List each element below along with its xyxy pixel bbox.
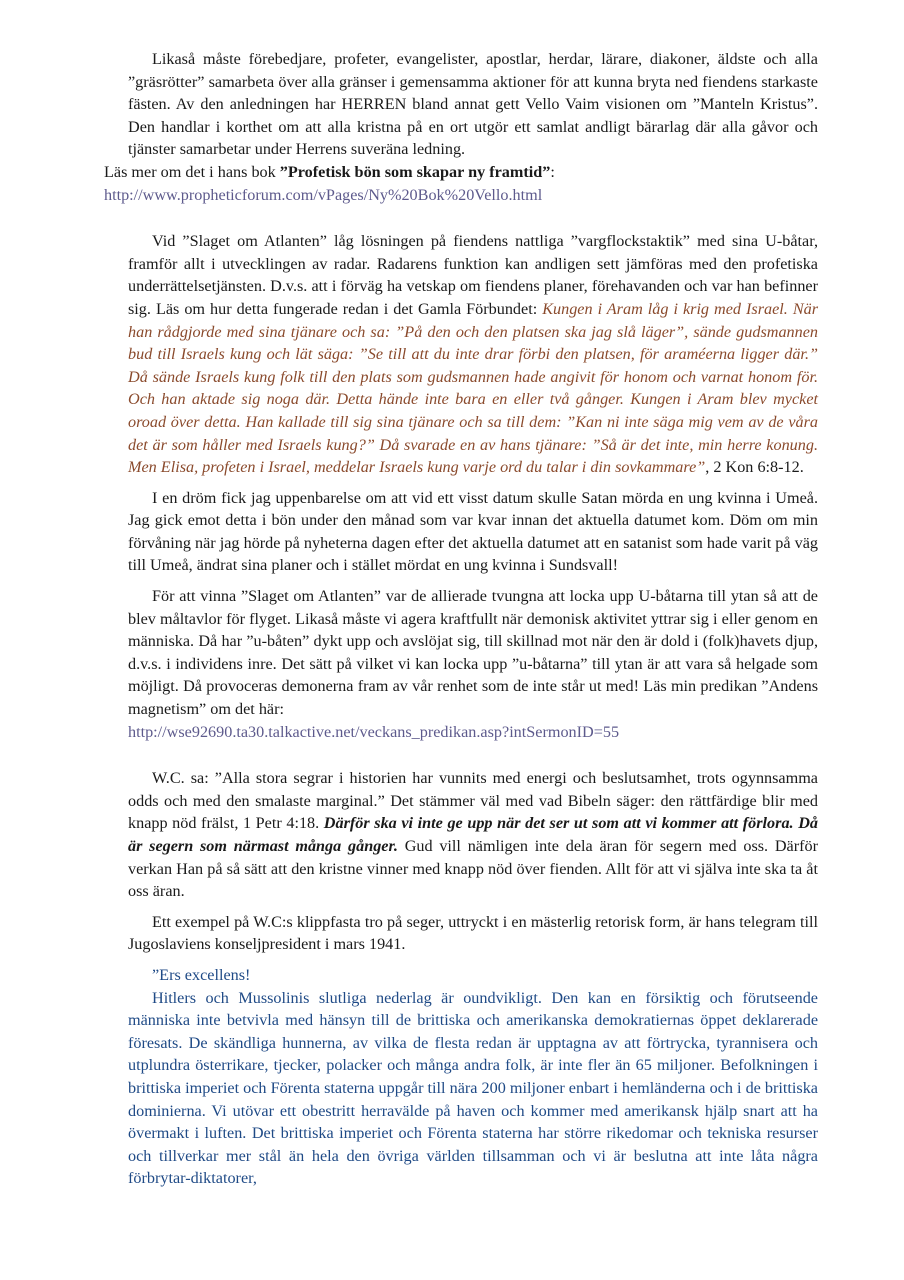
document-page (104, 48, 819, 1190)
sermon-link[interactable]: http://wse92690.ta30.talkactive.net/veckans_predikan.asp?intSermonID=55 (128, 722, 620, 741)
paragraph-telegram-intro (128, 911, 818, 956)
paragraph-wc-text: W.C. sa: ”Alla stora segrar i historien har vunnits med energi och beslutsamhet, trots ogynnsamma odds och med den smalaste marginal.” Det stämmer väl med vad Bibeln säger: den rättfärdige blir med knapp nöd frälst, 1 Petr 4:18. (128, 769, 818, 833)
book-link[interactable]: http://www.propheticforum.com/vPages/Ny%20Bok%20Vello.html (104, 185, 543, 204)
scripture-reference: , 2 Kon 6:8-12. (705, 458, 804, 477)
telegram-salutation: ”Ers excellens! (152, 965, 251, 984)
book-lead: Läs mer om det i hans bok (104, 162, 280, 181)
telegram-body: Hitlers och Mussolinis slutliga nederlag är oundvikligt. Den kan en försiktig och förutseende människa inte betvivla med hänsyn till de brittiska och amerikanska demokratiernas öppet deklarerade föresats. De skändliga hunnerna, av vilka de flesta redan är upptagna av att förtrycka, tyrannisera och utplundra österrikare, tjecker, polacker och många andra folk, är inte fler än 65 miljoner. Befolkningen i brittiska imperiet och Förenta staterna uppgår till nära 200 miljoner enbart i hemländerna och i de brittiska dominierna. Vi utövar ett obestritt herravälde på haven och kommer med amerikansk hjälp snart att ha övermakt i luften. Det brittiska imperiet och Förenta staterna har större rikedomar och tekniska resurser och tillverkar mer stål än hela den övriga världen tillsamman och vi är beslutna att inte låta några förbrytar-diktatorer, (128, 988, 818, 1188)
paragraph-radar-text: Vid ”Slaget om Atlanten” låg lösningen på fiendens nattliga ”vargflockstaktik” med sina U-båtar, framför allt i utvecklingen av radar. Radarens funktion kan andligen sett jämföras med den profetiska underrättelsetjänsten. D.v.s. att i förväg ha vetskap om fiendens planer, förehavanden och var han befinner sig. Läs om hur detta fungerade redan i det Gamla Förbundet: (128, 232, 818, 318)
paragraph-uboats-text: För att vinna ”Slaget om Atlanten” var de allierade tvungna att locka upp U-båtarna till ytan så att de blev måltavlor för flyget. Likaså måste vi agera kraftfullt när demonisk aktivitet yttrar sig i eller genom en människa. Då har ”u-båten” dykt upp och avslöjat sig, till skillnad mot när den är dold i (folk)havets djup, d.v.s. i individens inre. Det sätt på vilket vi kan locka upp ”u-båtarna” till ytan är att vara så helgade som möjligt. Då provoceras demonerna fram av vår renhet som de inte står ut med! Läs min predikan ”Andens magnetism” om det här: (128, 587, 818, 719)
book-colon: : (550, 162, 555, 181)
paragraph-dream-text: I en dröm fick jag uppenbarelse om att vid ett visst datum skulle Satan mörda en ung kvinna i Umeå. Jag gick emot detta i bön under den månad som var kvar innan det aktuella datumet kom. Döm om min förvåning när jag hörde på nyheterna dagen efter det aktuella datumet att en satanist som hade varit på väg till Umeå, ändrat sina planer och i stället mördat en ung kvinna i Sundsvall! (128, 488, 818, 575)
paragraph-wc (128, 767, 818, 903)
paragraph-intro (104, 48, 818, 206)
scripture-quote: Kungen i Aram låg i krig med Israel. När han rådgjorde med sina tjänare och sa: ”På den och den platsen ska jag slå läger”, sände gudsmannen bud till Israels kung och lät säga: ”Se till att du inte drar förbi den platsen, för araméerna ligger där.” Då sände Israels kung folk till den plats som gudsmannen hade angivit för honom och varnat honom för. Och han aktade sig noga där. Detta hände inte bara en eller två gånger. Kungen i Aram blev mycket oroad över detta. Han kallade till sig sina tjänare och sa till dem: ”Kan ni inte säga mig vem av de våra det är som håller med Israels kung?” Då svarade en av hans tjänare: ”Så är det inte, min herre konung. Men Elisa, profeten i Israel, meddelar Israels kung varje ord du talar i din sovkammare” (128, 299, 819, 477)
paragraph-uboats (128, 585, 818, 743)
paragraph-wc-rest: Gud vill nämligen inte dela äran för segern med oss. Därför verkan Han på så sätt att den kristne vinner med knapp nöd över fienden. Allt för att vi själva inte ska ta åt oss äran. (128, 837, 818, 901)
book-title: ”Profetisk bön som skapar ny framtid” (279, 162, 551, 181)
paragraph-intro-text: Likaså måste förebedjare, profeter, evangelister, apostlar, herdar, lärare, diakoner, äldste och alla ”gräsrötter” samarbeta över alla gränser i gemensamma aktioner för att kunna bryta ned fiendens starkaste fästen. Av den anledningen har HERREN bland annat gett Vello Vaim visionen om ”Manteln Kristus”. Den handlar i korthet om att alla kristna på en ort utgör ett samlat andligt bärarlag där alla gåvor och tjänster samarbetar under Herrens suveräna ledning. (128, 50, 818, 159)
paragraph-radar (128, 230, 818, 479)
paragraph-telegram-intro-text: Ett exempel på W.C:s klippfasta tro på seger, uttryckt i en mästerlig retorisk form, är hans telegram till Jugoslaviens konseljpresident i mars 1941. (128, 912, 818, 954)
paragraph-wc-emphasis: Därför ska vi inte ge upp när det ser ut som att vi kommer att förlora. Då är segern som närmast många gånger. (128, 814, 818, 855)
paragraph-dream (128, 487, 818, 577)
telegram-quote (128, 964, 818, 1190)
